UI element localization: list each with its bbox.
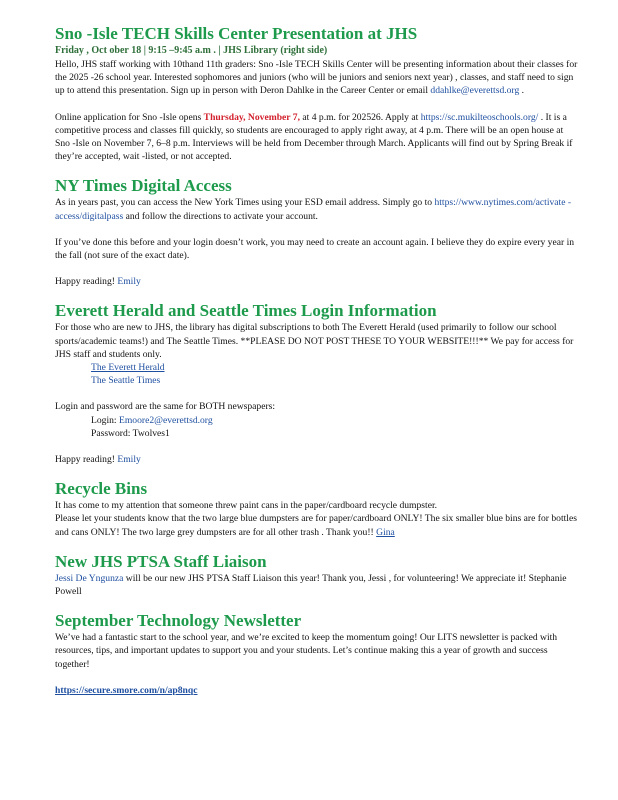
application-paragraph bbox=[55, 111, 578, 164]
ptsa-paragraph bbox=[55, 572, 578, 598]
signoff-text: Happy reading! bbox=[55, 276, 118, 288]
nytimes-link[interactable]: https://www.nytimes.com/activate -access/digitalpass bbox=[55, 197, 572, 222]
newspapers-heading: Everett Herald and Seattle Times Login Information bbox=[55, 301, 437, 321]
newspapers-paragraph: For those who are new to JHS, the library has digital subscriptions to both The Everett Herald (used primarily to follow our school sports/academic teams!) and The Seattle Times. **PLEASE DO NOT POST THESE TO YOUR WEBSITE!!!** We pay for access for JHS staff and students only. bbox=[55, 322, 574, 360]
recycle-heading: Recycle Bins bbox=[55, 479, 148, 499]
sno-isle-paragraph bbox=[55, 58, 578, 98]
tech-newsletter-section bbox=[55, 611, 578, 697]
signoff-text: Happy reading! bbox=[55, 454, 118, 466]
tech-newsletter-heading: September Technology Newsletter bbox=[55, 611, 302, 631]
login-email[interactable]: Emoore2@everettsd.org bbox=[118, 414, 213, 426]
nytimes-text: As in years past, you can access the New York Times using your ESD email address. Simply go to bbox=[55, 197, 435, 209]
sno-isle-heading: Sno -Isle TECH Skills Center Presentation at JHS bbox=[55, 24, 418, 43]
application-date: Thursday, November 7, bbox=[203, 111, 300, 123]
recycle-section bbox=[55, 479, 578, 539]
nytimes-signoff bbox=[55, 275, 578, 288]
smore-link[interactable]: https://secure.smore.com/n/ap8nqc bbox=[55, 684, 198, 696]
application-text-3: . It is a competitive process and classes fill quickly, so students are encouraged to apply right away, at 4 p.m. There will be an open house at Sno -Isle on November 7, 6–8 p.m. Interviews will be held from December through March. Applicants will find out by Spring Break if they’re accepted, wait -listed, or not accepted. bbox=[55, 111, 573, 163]
signoff-name: Emily bbox=[117, 454, 141, 466]
recycle-paragraph-2 bbox=[55, 512, 578, 538]
sno-isle-section bbox=[55, 24, 578, 163]
login-intro: Login and password are the same for BOTH newspapers: bbox=[55, 401, 276, 413]
application-text-2: at 4 p.m. for 202526. Apply at bbox=[299, 111, 421, 123]
newspapers-signoff bbox=[55, 453, 578, 466]
sno-isle-text-end: . bbox=[519, 85, 525, 97]
nytimes-paragraph bbox=[55, 196, 578, 222]
herald-link-row bbox=[55, 361, 578, 374]
login-label: Login: bbox=[91, 414, 119, 426]
ptsa-heading: New JHS PTSA Staff Liaison bbox=[55, 551, 267, 571]
nytimes-section bbox=[55, 176, 578, 288]
recycle-paragraph: It has come to my attention that someone threw paint cans in the paper/cardboard recycle dumpster. bbox=[55, 500, 438, 512]
application-text: Online application for Sno -Isle opens bbox=[55, 111, 204, 123]
tech-newsletter-paragraph: We’ve had a fantastic start to the school year, and we’re excited to keep the momentum going! Our LITS newsletter is packed with resources, tips, and important updates to support you and your students. Let’s continue making this a year of growth and success together! bbox=[55, 632, 558, 670]
nytimes-paragraph-2: If you’ve done this before and your login doesn’t work, you may need to create an account again. I believe they do expire every year in the fall (not sure of the exact date). bbox=[55, 236, 575, 262]
nytimes-text-end: and follow the directions to activate your account. bbox=[123, 210, 318, 222]
login-row bbox=[55, 414, 578, 427]
sno-isle-subheading: Friday , Oct ober 18 | 9:15 –9:45 a.m . | JHS Library (right side) bbox=[55, 45, 328, 56]
ptsa-name: Jessi De Yngunza bbox=[55, 572, 124, 584]
ptsa-text: will be our new JHS PTSA Staff Liaison this year! Thank you, Jessi , for volunteering! We appreciate it! Stephanie Powell bbox=[55, 572, 567, 598]
email-link[interactable]: ddahlke@everettsd.org bbox=[430, 85, 520, 97]
sno-isle-text: Hello, JHS staff working with 10thand 11th graders: Sno -Isle TECH Skills Center will be presenting information about their classes for the 2025 -26 school year. Interested sophomores and juniors (who will be juniors and seniors next year) , classes, and staff need to sign up to attend this presentation. Sign up in person with Deron Dahlke in the Career Center or email bbox=[55, 59, 578, 97]
signoff-name: Emily bbox=[117, 276, 141, 288]
recycle-text: Please let your students know that the two large blue dumpsters are for paper/cardboard ONLY! The six smaller blue bins are for bottles and cans ONLY! The two large grey dumpsters are for all other trash . Thank you!! bbox=[55, 513, 577, 538]
seattle-times-link[interactable]: The Seattle Times bbox=[91, 375, 161, 387]
newspapers-section bbox=[55, 301, 578, 466]
everett-herald-link[interactable]: The Everett Herald bbox=[91, 362, 165, 374]
password-row: Password: Twolves1 bbox=[91, 427, 170, 439]
seattle-link-row bbox=[55, 374, 578, 387]
ptsa-section bbox=[55, 552, 578, 598]
recycle-signoff-name: Gina bbox=[376, 526, 395, 538]
application-link[interactable]: https://sc.mukilteoschools.org/ bbox=[420, 111, 539, 123]
nytimes-heading: NY Times Digital Access bbox=[55, 176, 232, 196]
tech-newsletter-link-row bbox=[55, 684, 578, 697]
